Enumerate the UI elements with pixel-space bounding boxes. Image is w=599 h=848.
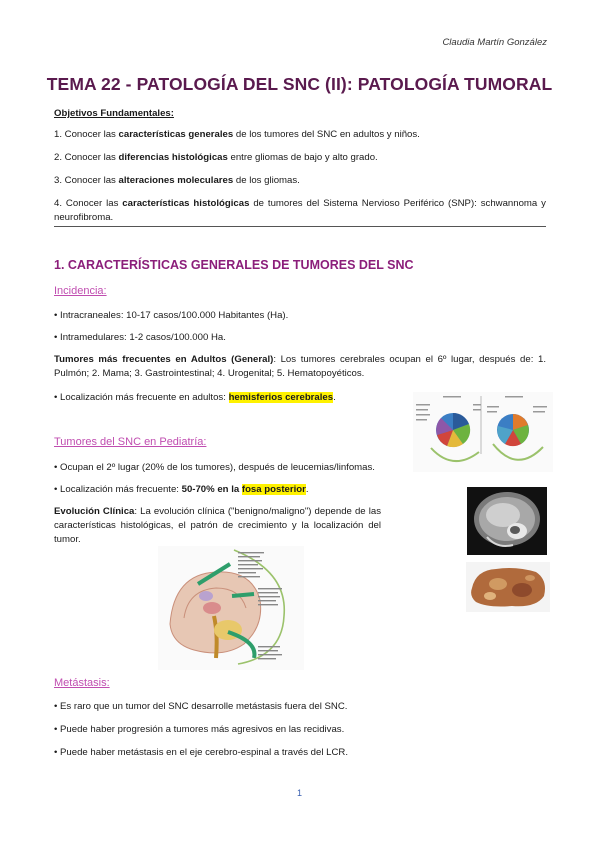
metastasis-bullet-3: • Puede haber metástasis en el eje cerebro-espinal a través del LCR. bbox=[54, 747, 348, 758]
clinical-evolution-paragraph: Evolución Clínica: La evolución clínica ("benigno/maligno") depende de las características histológicas, el patrón de crecimiento y la localización del tumor. bbox=[54, 506, 381, 545]
pediatric-heading: Tumores del SNC en Pediatría: bbox=[54, 436, 207, 448]
incidence-heading: Incidencia: bbox=[54, 285, 107, 297]
pediatric-location: • Localización más frecuente: 50-70% en la fosa posterior. bbox=[54, 484, 309, 495]
objectives-heading: Objetivos Fundamentales: bbox=[54, 108, 174, 119]
metastasis-bullet-1: • Es raro que un tumor del SNC desarrolle metástasis fuera del SNC. bbox=[54, 701, 348, 712]
page-number: 1 bbox=[296, 788, 302, 798]
pie-charts-figure bbox=[413, 392, 553, 472]
objective-3: 3. Conocer las alteraciones moleculares de los gliomas. bbox=[54, 175, 300, 186]
objective-2: 2. Conocer las diferencias histológicas entre gliomas de bajo y alto grado. bbox=[54, 152, 378, 163]
objective-1: 1. Conocer las características generales de los tumores del SNC en adultos y niños. bbox=[54, 129, 420, 140]
section-heading: 1. CARACTERÍSTICAS GENERALES DE TUMORES DEL SNC bbox=[54, 258, 414, 272]
brain-diagram bbox=[158, 546, 304, 670]
tumor-specimen-photo bbox=[466, 562, 550, 612]
adults-location: • Localización más frecuente en adultos: hemisferios cerebrales. bbox=[54, 392, 336, 403]
section-divider bbox=[54, 226, 546, 227]
page-title: TEMA 22 - PATOLOGÍA DEL SNC (II): PATOLOGÍA TUMORAL bbox=[46, 74, 553, 94]
objective-4: 4. Conocer las características histológicas de tumores del Sistema Nervioso Periférico (SNP): schwannoma y neurofibroma. bbox=[54, 198, 546, 223]
pediatric-bullet-1: • Ocupan el 2º lugar (20% de los tumores), después de leucemias/linfomas. bbox=[54, 462, 375, 473]
mri-sagittal-image bbox=[467, 487, 547, 555]
metastasis-bullet-2: • Puede haber progresión a tumores más agresivos en las recidivas. bbox=[54, 724, 345, 735]
author-name: Claudia Martín González bbox=[442, 37, 547, 48]
incidence-bullet-2: • Intramedulares: 1-2 casos/100.000 Ha. bbox=[54, 332, 226, 343]
adults-paragraph: Tumores más frecuentes en Adultos (General): Los tumores cerebrales ocupan el 6º lugar, después de: 1. Pulmón; 2. Mama; 3. Gastrointestinal; 4. Urogenital; 5. Hematopoyéticos. bbox=[54, 354, 546, 379]
incidence-bullet-1: • Intracraneales: 10-17 casos/100.000 Habitantes (Ha). bbox=[54, 310, 289, 321]
metastasis-heading: Metástasis: bbox=[54, 677, 110, 689]
